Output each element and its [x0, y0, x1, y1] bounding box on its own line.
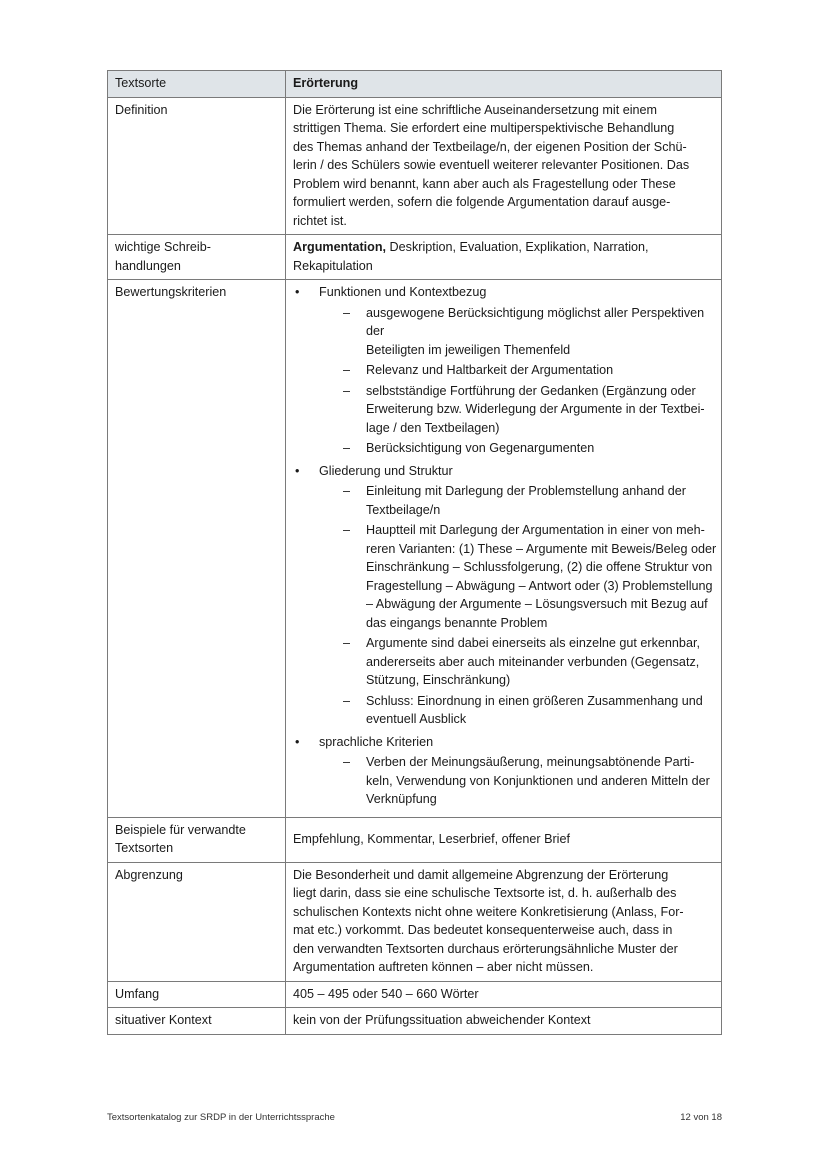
- table-row-beispiele: [108, 817, 722, 862]
- text-line: strittigen Thema. Sie erfordert eine multiperspektivische Behandlung: [293, 121, 675, 135]
- text-line: wichtige Schreib-: [115, 240, 211, 254]
- header-value: Erörterung: [286, 71, 722, 98]
- text-line: Schluss: Einordnung in einen größeren Zusammenhang und: [366, 693, 703, 708]
- text-line: – Abwägung der Argumente – Lösungsversuch mit Bezug auf: [366, 597, 708, 611]
- table-row-bewertung: [108, 280, 722, 818]
- row-label: situativer Kontext: [108, 1008, 286, 1035]
- criteria-item: [319, 482, 714, 519]
- text-line: richtet ist.: [293, 213, 347, 228]
- dash-icon: –: [343, 636, 351, 650]
- bullet-icon: •: [295, 734, 300, 749]
- row-label: Umfang: [108, 981, 286, 1008]
- dash-icon: –: [343, 305, 351, 320]
- criteria-item: [319, 692, 714, 729]
- dash-icon: –: [343, 693, 351, 708]
- row-label: [108, 235, 286, 280]
- criteria-group-title: Gliederung und Struktur: [319, 463, 453, 478]
- text-line: Verknüpfung: [366, 792, 437, 806]
- text-line: Beispiele für verwandte: [115, 822, 246, 837]
- text-line: Hauptteil mit Darlegung der Argumentation in einer von meh-: [366, 523, 705, 537]
- table-row-kontext: [108, 1008, 722, 1035]
- text-line: Rekapitulation: [293, 258, 373, 273]
- text-line: Einleitung mit Darlegung der Problemstellung anhand der: [366, 484, 686, 498]
- abgrenzung-text: [286, 862, 722, 981]
- text-line: den verwandten Textsorten durchaus erörterungsähnliche Muster der: [293, 941, 678, 956]
- criteria-group: [293, 733, 714, 809]
- text-line: eventuell Ausblick: [366, 712, 467, 726]
- criteria-item: [319, 382, 714, 438]
- umfang-text: 405 – 495 oder 540 – 660 Wörter: [286, 981, 722, 1008]
- criteria-group: [293, 462, 717, 729]
- text-line: Verben der Meinungsäußerung, meinungsabtönende Parti-: [366, 755, 695, 769]
- text-line: reren Varianten: (1) These – Argumente mit Beweis/Beleg oder: [366, 541, 717, 556]
- dash-icon: –: [343, 441, 351, 455]
- text-line: Textbeilage/n: [366, 502, 441, 517]
- criteria-item: [319, 361, 714, 380]
- text-line: Argumentation auftreten können – aber nicht müssen.: [293, 960, 594, 974]
- text-line: Erweiterung bzw. Widerlegung der Argumente in der Textbei-: [366, 402, 705, 416]
- text-line: Relevanz und Haltbarkeit der Argumentation: [366, 363, 614, 377]
- bullet-icon: •: [295, 285, 300, 299]
- criteria-list: [286, 280, 722, 818]
- criteria-item: [319, 753, 714, 809]
- table-row-definition: [108, 97, 722, 235]
- text-type-table: [107, 70, 722, 1035]
- dash-icon: –: [343, 755, 351, 769]
- text-line: Deskription, Evaluation, Explikation, Narration,: [386, 240, 649, 254]
- kontext-text: kein von der Prüfungssituation abweichender Kontext: [286, 1008, 722, 1035]
- text-line: liegt darin, dass sie eine schulische Textsorte ist, d. h. außerhalb des: [293, 886, 677, 900]
- criteria-group: [293, 283, 714, 458]
- text-line: Die Erörterung ist eine schriftliche Auseinandersetzung mit einem: [293, 102, 658, 117]
- text-line: andererseits aber auch miteinander verbunden (Gegensatz,: [366, 654, 700, 669]
- footer-title: Textsortenkatalog zur SRDP in der Unterrichtssprache: [107, 1112, 335, 1123]
- criteria-group-title: Funktionen und Kontextbezug: [319, 285, 487, 299]
- criteria-item: [319, 439, 714, 458]
- text-line: des Themas anhand der Textbeilage/n, der eigenen Position der Schü-: [293, 139, 687, 154]
- dash-icon: –: [343, 523, 351, 537]
- text-line: lerin / des Schülers sowie eventuell weiterer relevanter Positionen. Das: [293, 158, 690, 172]
- text-line: keln, Verwendung von Konjunktionen und anderen Mitteln der: [366, 773, 710, 788]
- dash-icon: –: [343, 383, 351, 398]
- text-line: Fragestellung – Abwägung – Antwort oder (3) Problemstellung: [366, 578, 713, 593]
- table-row-umfang: [108, 981, 722, 1008]
- header-label: Textsorte: [108, 71, 286, 98]
- row-label: Definition: [108, 97, 286, 235]
- criteria-item: [319, 521, 717, 632]
- criteria-item: [319, 634, 714, 690]
- text-line: selbstständige Fortführung der Gedanken (Ergänzung oder: [366, 383, 696, 398]
- text-line: Die Besonderheit und damit allgemeine Abgrenzung der Erörterung: [293, 867, 669, 882]
- beispiele-text: Empfehlung, Kommentar, Leserbrief, offener Brief: [286, 817, 722, 862]
- criteria-item: [319, 304, 714, 360]
- text-line: formuliert werden, sofern die folgende Argumentation darauf ausge-: [293, 195, 671, 209]
- text-line: schulischen Kontexts nicht ohne weitere Konkretisierung (Anlass, For-: [293, 904, 684, 919]
- text-line: Argumente sind dabei einerseits als einzelne gut erkennbar,: [366, 636, 700, 650]
- text-line: lage / den Textbeilagen): [366, 420, 500, 435]
- table-row-schreibhandlungen: [108, 235, 722, 280]
- text-line: Stützung, Einschränkung): [366, 673, 511, 687]
- text-line: handlungen: [115, 258, 181, 273]
- text-line: Textsorten: [115, 841, 174, 855]
- dash-icon: –: [343, 363, 351, 377]
- text-line: der: [366, 324, 385, 338]
- text-line: Beteiligten im jeweiligen Themenfeld: [366, 342, 571, 357]
- text-line: Berücksichtigung von Gegenargumenten: [366, 441, 595, 455]
- definition-text: [286, 97, 722, 235]
- criteria-group-title: sprachliche Kriterien: [319, 734, 434, 749]
- dash-icon: –: [343, 484, 351, 498]
- text-line: ausgewogene Berücksichtigung möglichst aller Perspektiven: [366, 305, 705, 320]
- row-label: Bewertungskriterien: [108, 280, 286, 818]
- text-line: Problem wird benannt, kann aber auch als Fragestellung oder These: [293, 176, 676, 191]
- row-label: [108, 817, 286, 862]
- bold-term: Argumentation,: [293, 240, 387, 254]
- text-line: Einschränkung – Schlussfolgerung, (2) die offene Struktur von: [366, 560, 713, 574]
- table-header-row: [108, 71, 722, 98]
- page-number: 12 von 18: [680, 1112, 722, 1123]
- table-row-abgrenzung: [108, 862, 722, 981]
- text-line: mat etc.) vorkommt. Das bedeutet konsequenterweise auch, dass in: [293, 923, 673, 937]
- row-label: Abgrenzung: [108, 862, 286, 981]
- bullet-icon: •: [295, 463, 300, 478]
- text-line: das eingangs benannte Problem: [366, 615, 548, 630]
- schreibhandlungen-text: [286, 235, 722, 280]
